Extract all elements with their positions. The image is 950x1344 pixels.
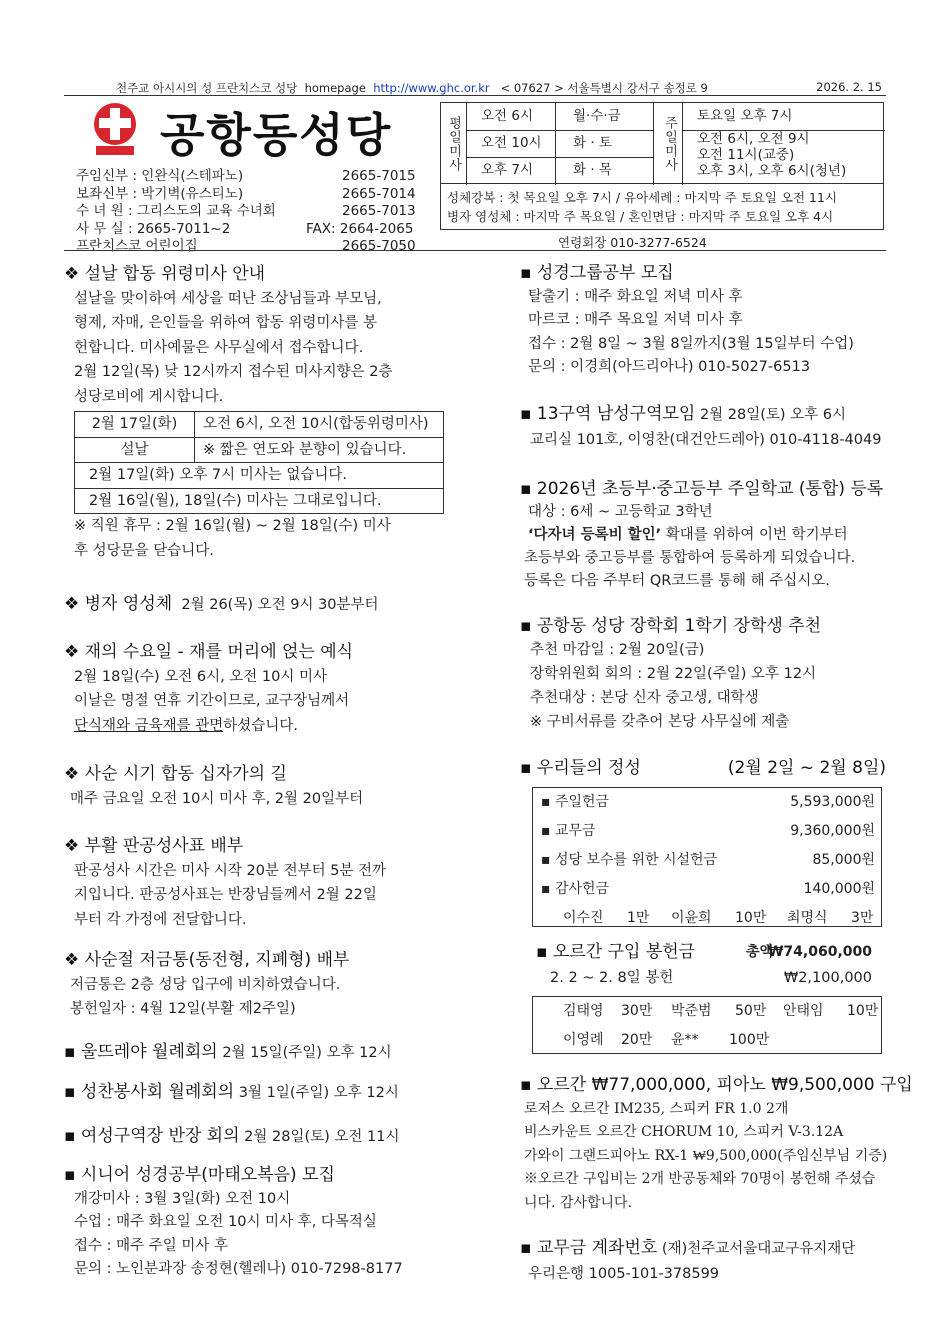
list-item xyxy=(533,788,881,817)
header-divider xyxy=(64,95,886,96)
organ-piano-section xyxy=(520,1074,913,1215)
staff-row xyxy=(76,168,416,186)
organ-total-label: 총액 xyxy=(746,944,774,960)
staff-phone: 2665-7050 xyxy=(342,238,416,254)
church-title: 공항동성당 xyxy=(160,108,393,162)
paragraph: 로저스 오르간 IM235, 스피커 FR 1.0 2개 xyxy=(524,1100,789,1117)
paragraph: 판공성사 시간은 미사 시작 20분 전부터 5분 전까 xyxy=(74,862,387,879)
section-sub: 2월 28일(토) 오후 6시 xyxy=(699,407,847,423)
header-bottom-divider xyxy=(64,250,886,251)
paragraph: 대상 : 6세 ~ 고등학교 3학년 xyxy=(528,504,713,520)
organ-total: ₩74,060,000 xyxy=(767,944,872,960)
sunday-mass-label xyxy=(657,103,683,185)
address: < 07627 > 서울특별시 강서구 송정로 9 xyxy=(500,81,708,95)
divider xyxy=(467,157,653,158)
section-title: ▪ 우리들의 정성 xyxy=(520,758,641,778)
paragraph: 탈출기 : 매주 화요일 저녁 미사 후 xyxy=(528,288,743,305)
section-title: ▪ 울뜨레야 월례회의 xyxy=(64,1042,218,1062)
paragraph xyxy=(74,714,353,739)
section-title: ❖ 병자 영성체 xyxy=(64,594,173,614)
paragraph: 마르코 : 매주 목요일 저녁 미사 후 xyxy=(528,312,743,328)
sunday-school-section xyxy=(520,478,883,593)
weekday-time: 오전 6시 xyxy=(481,108,534,124)
underlined-text: 단식재와 금육재를 관면 xyxy=(74,717,224,734)
text: 하셨습니다. xyxy=(223,717,298,734)
paragraph: 매주 금요일 오전 10시 미사 후, 2월 20일부터 xyxy=(70,790,364,807)
paragraph: 성당로비에 게시합니다. xyxy=(74,388,224,405)
organ-week-row xyxy=(536,966,882,991)
thanks-donors xyxy=(533,904,881,933)
section-title: ▪ 13구역 남성구역모임 xyxy=(520,404,696,424)
organ-week-amount: ₩2,100,000 xyxy=(783,969,872,986)
paragraph: ※오르간 구입비는 2개 반공동체와 70명이 봉헌해 주셨습 xyxy=(524,1171,876,1187)
section-title: ▪ 공항동 성당 장학회 1학기 장학생 추천 xyxy=(520,616,822,636)
sunday-sun2: 오전 11시(교중) xyxy=(697,147,795,163)
paragraph: 지입니다. 판공성사표는 반장님들께서 2월 22일 xyxy=(74,887,377,903)
weekday-days: 화 · 목 xyxy=(573,162,612,178)
scholarship-section xyxy=(520,614,821,734)
donor-amount: 100만 xyxy=(729,1032,770,1048)
staff-role: 프란치스코 어린이집 xyxy=(76,238,198,254)
staff-row xyxy=(76,221,416,239)
donor-name: 김태영 xyxy=(563,1003,604,1019)
women-leaders-section xyxy=(64,1124,399,1150)
paragraph: 접수 : 매주 주일 미사 후 xyxy=(74,1237,228,1254)
bible-group-section xyxy=(520,262,854,380)
homepage-label: homepage xyxy=(304,81,366,95)
note: ※ 직원 휴무 : 2월 16일(월) ~ 2월 18일(수) 미사 xyxy=(74,518,391,534)
paragraph: 문의 : 이경희(아드리아나) 010-5027-6513 xyxy=(528,359,811,375)
weekday-time: 오전 10시 xyxy=(481,135,542,151)
church-logo-icon xyxy=(92,102,138,158)
ash-wednesday-section xyxy=(64,640,353,738)
table-cell: 2월 17일(화) xyxy=(75,412,195,438)
donor-name: 이수진 xyxy=(563,910,604,926)
donor-amount: 10만 xyxy=(847,1003,879,1019)
sunday-sun3: 오후 3시, 오후 6시(청년) xyxy=(697,163,847,179)
list-item xyxy=(533,875,881,904)
bold-text: ‘다자녀 등록비 할인’ xyxy=(528,527,662,543)
paragraph: 초등부와 중고등부를 통합하여 등록하게 되었습니다. xyxy=(524,550,856,566)
organ-week-label: 2. 2 ~ 2. 8일 봉헌 xyxy=(550,969,674,986)
donor-name: 안태임 xyxy=(783,1003,824,1019)
staff-row xyxy=(76,186,416,204)
section-title: ❖ 재의 수요일 - 재를 머리에 얹는 예식 xyxy=(64,642,354,662)
offering-name: ▪ 주일헌금 xyxy=(541,794,610,810)
section-sub: 2월 28일(토) 오전 11시 xyxy=(244,1129,400,1145)
offering-name: ▪ 감사헌금 xyxy=(541,881,610,897)
weekday-mass-label xyxy=(441,103,467,185)
table-cell: 2월 16일(월), 18일(수) 미사는 그대로입니다. xyxy=(75,488,444,514)
donor-amount: 50만 xyxy=(735,1003,767,1019)
donor-amount: 30만 xyxy=(621,1003,653,1019)
divider xyxy=(653,103,654,185)
sunday-sun1: 오전 6시, 오전 9시 xyxy=(697,131,810,147)
funeral-leader: 연령회장 010-3277-6524 xyxy=(558,235,707,250)
paragraph xyxy=(528,524,883,547)
lent-piggybank-section xyxy=(64,948,349,1022)
section-title: ❖ 부활 판공성사표 배부 xyxy=(64,836,244,856)
paragraph: 헌합니다. 미사예물은 사무실에서 접수합니다. xyxy=(74,339,364,356)
paragraph: 가와이 그랜드피아노 RX-1 ₩9,500,000(주임신부님 기증) xyxy=(524,1147,888,1164)
section-title: ▪ 시니어 성경공부(마태오복음) 모집 xyxy=(64,1165,335,1185)
sacraments-box xyxy=(440,184,884,230)
sacraments-line: 성체강복 : 첫 목요일 오후 7시 / 유아세례 : 마지막 주 토요일 오전 11시 xyxy=(447,190,838,205)
section-title: ❖ 사순절 저금통(동전형, 지폐형) 배부 xyxy=(64,950,350,970)
paragraph: 등록은 다음 주부터 QR코드를 통해 해 주십시오. xyxy=(524,573,830,589)
paragraph: 설날을 맞이하여 세상을 떠난 조상님들과 부모님, xyxy=(74,290,382,307)
donor-amount: 20만 xyxy=(621,1032,653,1048)
dues-account-section xyxy=(520,1236,855,1286)
section-title: ❖ 설날 합동 위령미사 안내 xyxy=(64,264,266,284)
donor-row xyxy=(533,997,881,1026)
offering-name: ▪ 성당 보수를 위한 시설헌금 xyxy=(541,852,718,868)
header-info xyxy=(116,80,708,96)
homepage-link[interactable]: http://www.ghc.or.kr xyxy=(373,81,490,95)
donor-amount: 10만 xyxy=(735,910,767,926)
paragraph: 2월 18일(수) 오전 6시, 오전 10시 미사 xyxy=(74,668,328,685)
paragraph: 비스카운트 오르간 CHORUM 10, 스피커 V-3.12A xyxy=(524,1124,844,1140)
paragraph: 추천 마감일 : 2월 20일(금) xyxy=(530,642,705,658)
donor-name: 이윤희 xyxy=(671,910,712,926)
staff-row xyxy=(76,203,416,221)
staff-list xyxy=(76,168,416,256)
paragraph: 장학위원회 회의 : 2월 22일(주일) 오후 12시 xyxy=(530,666,817,682)
text: 확대를 위하여 이번 학기부터 xyxy=(661,527,848,543)
mass-schedule xyxy=(440,102,884,184)
section-title: ▪ 여성구역장 반장 회의 xyxy=(64,1126,240,1146)
sunday-sat: 토요일 오후 7시 xyxy=(697,108,793,124)
district13-section xyxy=(520,402,881,452)
section-title: ▪ 오르간 ₩77,000,000, 피아노 ₩9,500,000 구입 xyxy=(520,1075,913,1095)
organ-fund-section xyxy=(536,940,882,991)
note: 후 성당문을 닫습니다. xyxy=(74,542,214,559)
staff-phone: 2665-7014 xyxy=(342,185,416,202)
offerings-box xyxy=(532,787,882,927)
table-cell: ※ 짧은 연도와 분향이 있습니다. xyxy=(195,437,444,463)
donor-name: 이영례 xyxy=(563,1032,604,1048)
paragraph: 봉헌일자 : 4월 12일(부활 제2주일) xyxy=(70,1001,296,1017)
staff-role: 주임신부 : 인완식(스테파노) xyxy=(76,168,244,184)
section-sub: (재)천주교서울대교구유지재단 xyxy=(661,1241,856,1257)
divider xyxy=(467,130,653,131)
offerings-period: (2월 2일 ~ 2월 8일) xyxy=(727,758,886,778)
org-name: 천주교 아시시의 성 프란치스코 성당 xyxy=(116,81,298,95)
weekday-mass-label-text: 평일미사 xyxy=(446,116,461,172)
offering-amount: 9,360,000원 xyxy=(790,823,875,839)
paragraph: 2월 12일(목) 낮 12시까지 접수된 미사지향은 2층 xyxy=(74,364,393,380)
weekday-days: 화 · 토 xyxy=(573,135,612,151)
table-cell: 2월 17일(화) 오후 7시 미사는 없습니다. xyxy=(75,463,444,489)
eucharist-service-section xyxy=(64,1080,399,1106)
lunar-new-year-section xyxy=(64,262,444,563)
staff-role: 보좌신부 : 박기벽(유스티노) xyxy=(76,185,244,202)
section-title: ▪ 성찬봉사회 월례회의 xyxy=(64,1082,235,1102)
sunday-mass-label-text: 주일미사 xyxy=(662,116,677,172)
section-title: ▪ 성경그룹공부 모집 xyxy=(520,263,674,283)
paragraph: 교리실 101호, 이영찬(대건안드레아) 010-4118-4049 xyxy=(530,431,882,448)
table-cell: 설날 xyxy=(75,437,195,463)
organ-donors-box xyxy=(532,996,882,1054)
paragraph: 접수 : 2월 8일 ~ 3월 8일까지(3월 15일부터 수업) xyxy=(528,335,854,352)
paragraph: 이날은 명절 연휴 기간이므로, 교구장님께서 xyxy=(74,693,350,709)
table-cell: 오전 6시, 오전 10시(합동위령미사) xyxy=(195,412,444,438)
paragraph: ※ 구비서류를 갖추어 본당 사무실에 제출 xyxy=(530,714,790,730)
lunar-mass-table xyxy=(74,411,444,514)
ultreya-section xyxy=(64,1040,392,1066)
sick-communion-section xyxy=(64,592,379,618)
offering-name: ▪ 교무금 xyxy=(541,823,596,839)
section-title: ▪ 2026년 초등부·중고등부 주일학교 (통합) 등록 xyxy=(520,479,884,499)
paragraph: 니다. 감사합니다. xyxy=(524,1194,633,1211)
paragraph: 형제, 자매, 은인들을 위하여 합동 위령미사를 봉 xyxy=(74,315,378,331)
stations-of-cross-section xyxy=(64,762,363,811)
donor-name: 박준범 xyxy=(671,1003,712,1019)
offering-amount: 5,593,000원 xyxy=(790,794,875,810)
staff-phone: FAX: 2664-2065 xyxy=(306,220,414,237)
paragraph: 추천대상 : 본당 신자 중고생, 대학생 xyxy=(530,690,759,706)
offering-amount: 85,000원 xyxy=(812,852,875,868)
staff-role: 수 녀 원 : 그리스도의 교육 수녀회 xyxy=(76,203,276,219)
donor-amount: 3만 xyxy=(851,910,874,926)
donor-amount: 1만 xyxy=(627,910,650,926)
section-sub: 3월 1일(주일) 오후 12시 xyxy=(238,1085,399,1101)
divider xyxy=(555,103,556,185)
donor-name: 윤** xyxy=(671,1032,699,1048)
easter-confession-section xyxy=(64,834,386,932)
paragraph: 수업 : 매주 화요일 오전 10시 미사 후, 다목적실 xyxy=(74,1214,377,1230)
sacraments-line: 병자 영성체 : 마지막 주 목요일 / 혼인면담 : 마지막 주 토요일 오후 4시 xyxy=(447,209,834,224)
staff-phone: 2665-7015 xyxy=(342,168,416,184)
donor-row xyxy=(533,1026,881,1055)
senior-bible-section xyxy=(64,1164,403,1282)
staff-phone: 2665-7013 xyxy=(342,203,416,219)
staff-role: 사 무 실 : 2665-7011~2 xyxy=(76,220,231,237)
donor-name: 최명식 xyxy=(787,910,828,926)
issue-date: 2026. 2. 15 xyxy=(816,80,882,94)
section-sub: 2월 15일(주일) 오후 12시 xyxy=(222,1045,392,1061)
header-bar xyxy=(64,78,886,96)
paragraph: 우리은행 1005-101-378599 xyxy=(528,1265,720,1282)
paragraph: 부터 각 가정에 전달합니다. xyxy=(74,911,247,928)
paragraph: 개강미사 : 3월 3일(화) 오전 10시 xyxy=(74,1190,291,1207)
weekday-days: 월·수·금 xyxy=(573,108,621,124)
staff-row xyxy=(76,238,416,256)
section-sub: 2월 26(목) 오전 9시 30분부터 xyxy=(181,597,379,613)
paragraph: 저금통은 2층 성당 입구에 비치하였습니다. xyxy=(70,976,341,993)
list-item xyxy=(533,846,881,875)
list-item xyxy=(533,817,881,846)
paragraph: 문의 : 노인분과장 송정현(헬레나) 010-7298-8177 xyxy=(74,1261,403,1277)
offerings-section xyxy=(520,756,886,782)
section-title: ▪ 교무금 계좌번호 xyxy=(520,1238,658,1258)
offering-amount: 140,000원 xyxy=(803,881,875,897)
section-title: ▪ 오르간 구입 봉헌금 xyxy=(536,942,696,962)
section-title: ❖ 사순 시기 합동 십자가의 길 xyxy=(64,764,287,784)
weekday-time: 오후 7시 xyxy=(481,162,534,178)
